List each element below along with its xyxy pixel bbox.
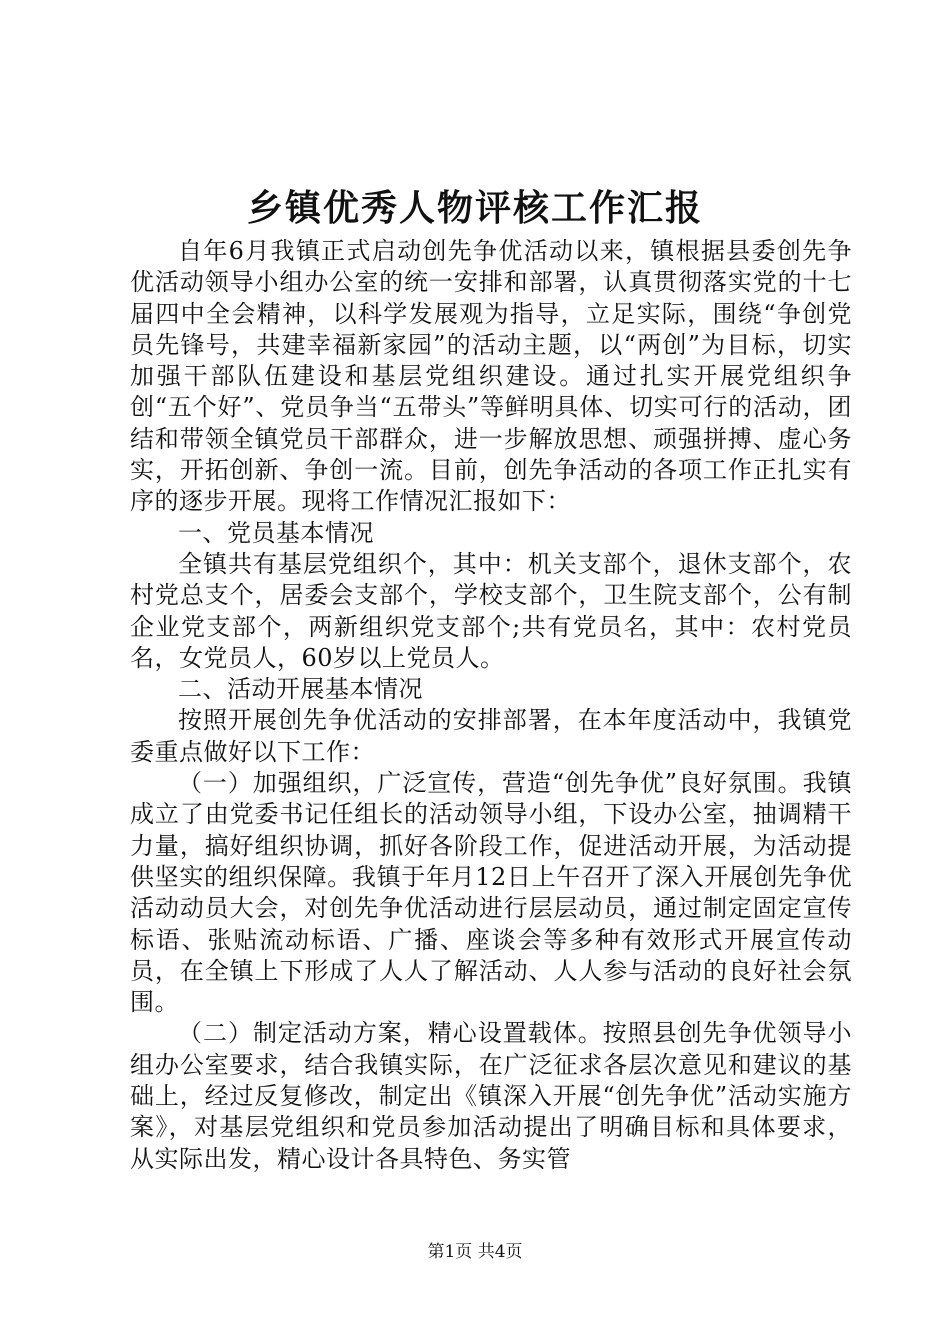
section-heading-2: 二、活动开展基本情况 xyxy=(178,675,423,704)
paragraph-party-members: 全镇共有基层党组织个，其中：机关支部个，退休支部个，农村党总支个，居委会支部个，学校支部个，卫生院支部个，公有制企业党支部个，两新组织党支部个;共有党员名，其中：农村党员名，女党员人，60岁以上党员人。 xyxy=(130,549,852,672)
paragraph-item-1: （一）加强组织，广泛宣传，营造“创先争优”良好氛围。我镇成立了由党委书记任组长的活动领导小组，下设办公室，抽调精干力量，搞好组织协调，抓好各阶段工作，促进活动开展，为活动提供坚实的组织保障。我镇于年月12日上午召开了深入开展创先争优活动动员大会，对创先争优活动进行层层动员，通过制定固定宣传标语、张贴流动标语、广播、座谈会等多种有效形式开展宣传动员，在全镇上下形成了人人了解活动、人人参与活动的良好社会氛围。 xyxy=(130,769,852,1017)
paragraph-item-2: （二）制定活动方案，精心设置载体。按照县创先争优领导小组办公室要求，结合我镇实际，在广泛征求各层次意见和建议的基础上，经过反复修改，制定出《镇深入开展“创先争优”活动实施方案》，对基层党组织和党员参加活动提出了明确目标和具体要求，从实际出发，精心设计各具特色、务实管 xyxy=(130,1019,852,1173)
paragraph-activity-overview: 按照开展创先争优活动的安排部署，在本年度活动中，我镇党委重点做好以下工作： xyxy=(130,706,852,766)
document-title: 乡镇优秀人物评核工作汇报 xyxy=(246,187,703,229)
page-number-footer: 第1页 共4页 xyxy=(427,1242,523,1262)
paragraph-intro: 自年6月我镇正式启动创先争优活动以来，镇根据县委创先争优活动领导小组办公室的统一安排和部署，认真贯彻落实党的十七届四中全会精神，以科学发展观为指导，立足实际，围绕“争创党员先锋号，共建幸福新家园”的活动主题，以“两创”为目标，切实加强干部队伍建设和基层党组织建设。通过扎实开展党组织争创“五个好”、党员争当“五带头”等鲜明具体、切实可行的活动，团结和带领全镇党员干部群众，进一步解放思想、顽强拼搏、虚心务实，开拓创新、争创一流。目前，创先争活动的各项工作正扎实有序的逐步开展。现将工作情况汇报如下： xyxy=(130,237,852,516)
section-heading-1: 一、党员基本情况 xyxy=(178,518,374,547)
document-body xyxy=(130,236,852,1175)
